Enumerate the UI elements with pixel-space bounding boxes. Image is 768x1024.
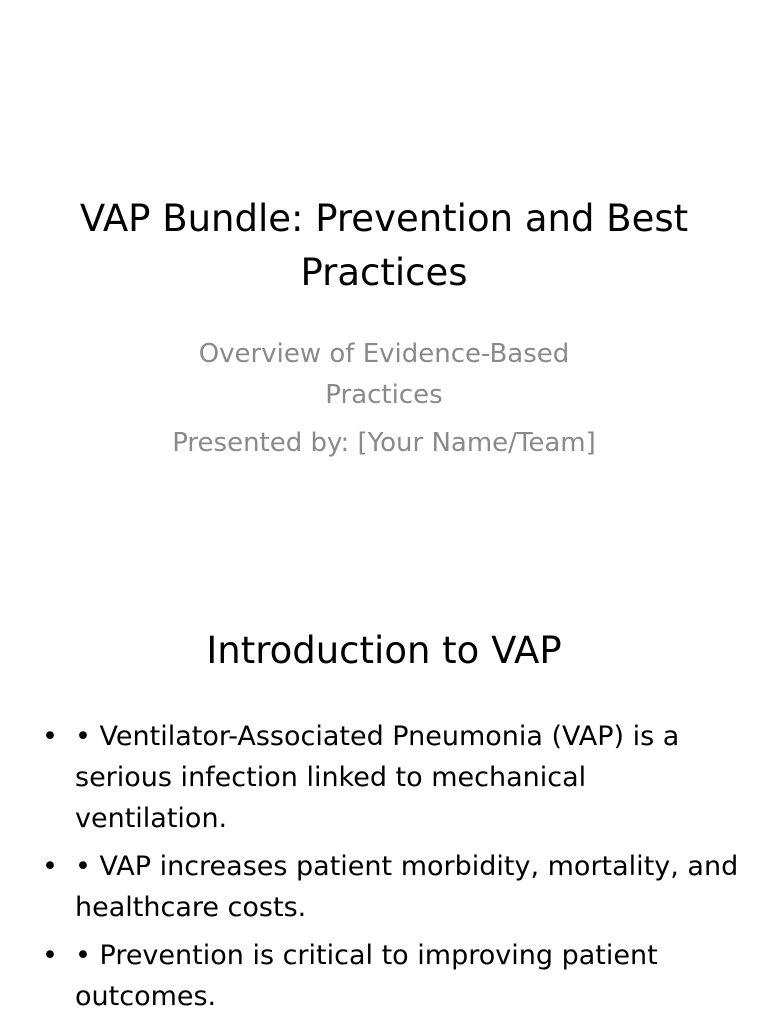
subtitle-line: Overview of Evidence-Based	[198, 339, 570, 369]
bullet-text: • Ventilator-Associated Pneumonia (VAP) is a serious infection linked to mechanical ventilation.	[75, 721, 680, 834]
bullet-icon: •	[42, 851, 58, 882]
slide-title: Introduction to VAP	[206, 629, 562, 672]
bullet-icon: •	[42, 721, 58, 752]
bullet-item	[40, 935, 740, 1017]
bullet-item	[40, 846, 740, 928]
slide-subtitle	[140, 334, 628, 464]
bullet-item	[40, 716, 740, 839]
bullet-text: • Prevention is critical to improving patient outcomes.	[75, 940, 658, 1012]
bullet-list	[40, 716, 740, 1024]
slide-title: VAP Bundle: Prevention and Best Practices	[79, 197, 689, 294]
content-slide	[0, 576, 768, 1024]
bullet-text: • VAP increases patient morbidity, mortality, and healthcare costs.	[75, 851, 739, 923]
presenter-line: Presented by: [Your Name/Team]	[172, 428, 596, 458]
bullet-icon: •	[42, 940, 58, 971]
subtitle-line: Practices	[325, 380, 443, 410]
